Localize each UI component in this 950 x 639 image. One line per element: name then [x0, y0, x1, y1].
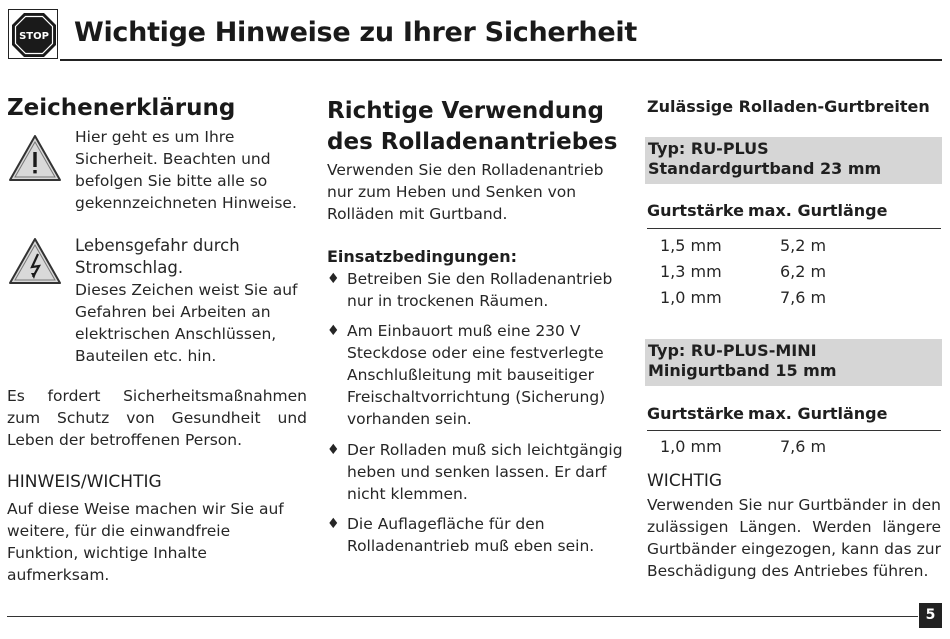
header-divider — [60, 59, 942, 61]
shock-warning-description: Dieses Zeichen weist Sie auf Gefahren bei Arbeiten an elektrischen Anschlüssen, Bauteilen etc. hin. — [75, 281, 298, 365]
safety-symbol-description: Hier geht es um Ihre Sicherheit. Beachten und befolgen Sie bitte alle so gekennzeichneten Hinweise. — [75, 128, 297, 212]
safety-measures-paragraph: Es fordert Sicherheitsmaßnahmen zum Schutz von Gesundheit und Leben der betroffenen Person. — [7, 387, 307, 449]
electric-shock-icon — [7, 236, 63, 286]
condition-text: Betreiben Sie den Rolladenantrieb nur in trockenen Räumen. — [347, 270, 613, 310]
stop-icon-text: STOP — [19, 31, 49, 42]
table-cell-thickness: 1,5 mm — [660, 236, 722, 255]
important-text: Verwenden Sie nur Gurtbänder in den zulässigen Längen. Werden längere Gurtbänder eingezogen, kann das zur Beschädigung des Antriebes führen. — [647, 496, 941, 580]
type-name: Typ: RU-PLUS — [648, 139, 769, 158]
condition-text: Der Rolladen muß sich leichtgängig heben und senken lassen. Er darf nicht klemmen. — [347, 441, 623, 503]
type-name: Typ: RU-PLUS-MINI — [648, 341, 817, 360]
table-divider — [647, 228, 941, 229]
table-cell-thickness: 1,0 mm — [660, 437, 722, 456]
table-cell-length: 7,6 m — [780, 437, 827, 456]
table-cell-thickness: 1,0 mm — [660, 288, 722, 307]
table-cell-thickness: 1,3 mm — [660, 262, 722, 281]
belt-description: Standardgurtband 23 mm — [648, 159, 882, 178]
page-title: Wichtige Hinweise zu Ihrer Sicherheit — [74, 17, 637, 48]
conditions-heading: Einsatzbedingungen: — [327, 247, 518, 266]
column-header-max-length: max. Gurtlänge — [748, 404, 888, 423]
section-title-legend: Zeichenerklärung — [7, 95, 236, 121]
type-ru-plus-box — [645, 137, 942, 184]
footer-divider — [7, 616, 918, 617]
important-heading: WICHTIG — [647, 471, 723, 491]
table-cell-length: 6,2 m — [780, 262, 827, 281]
diamond-bullet-icon: ♦ — [327, 323, 340, 339]
column-header-max-length: max. Gurtlänge — [748, 201, 888, 220]
warning-exclamation-icon — [7, 133, 63, 183]
condition-text: Die Auflagefläche für den Rolladenantrieb muß eben sein. — [347, 515, 595, 555]
hint-text: Auf diese Weise machen wir Sie auf weitere, für die einwandfreie Funktion, wichtige Inhalte aufmerksam. — [7, 500, 284, 584]
diamond-bullet-icon: ♦ — [327, 516, 340, 532]
condition-text: Am Einbauort muß eine 230 V Steckdose oder eine festverlegte Anschlußleitung mit bauseitiger Freischaltvorrichtung (Sicherung) vorhanden sein. — [347, 322, 606, 428]
page-number: 5 — [919, 603, 942, 628]
section-title-belt-widths: Zulässige Rolladen-Gurtbreiten — [647, 97, 930, 116]
stop-sign-icon — [8, 9, 58, 59]
hint-heading: HINWEIS/WICHTIG — [7, 472, 162, 492]
column-header-thickness: Gurtstärke — [647, 201, 744, 220]
section-title-usage: Richtige Verwendung des Rolladenantriebes — [327, 98, 618, 155]
usage-intro: Verwenden Sie den Rolladenantrieb nur zum Heben und Senken von Rolläden mit Gurtband. — [327, 161, 604, 223]
table-cell-length: 7,6 m — [780, 288, 827, 307]
table-cell-length: 5,2 m — [780, 236, 827, 255]
column-header-thickness: Gurtstärke — [647, 404, 744, 423]
diamond-bullet-icon: ♦ — [327, 442, 340, 458]
diamond-bullet-icon: ♦ — [327, 271, 340, 287]
belt-description: Minigurtband 15 mm — [648, 361, 837, 380]
table-divider — [647, 430, 941, 431]
shock-warning-heading: Lebensgefahr durch Stromschlag. — [75, 236, 240, 277]
type-ru-plus-mini-box — [645, 339, 942, 386]
